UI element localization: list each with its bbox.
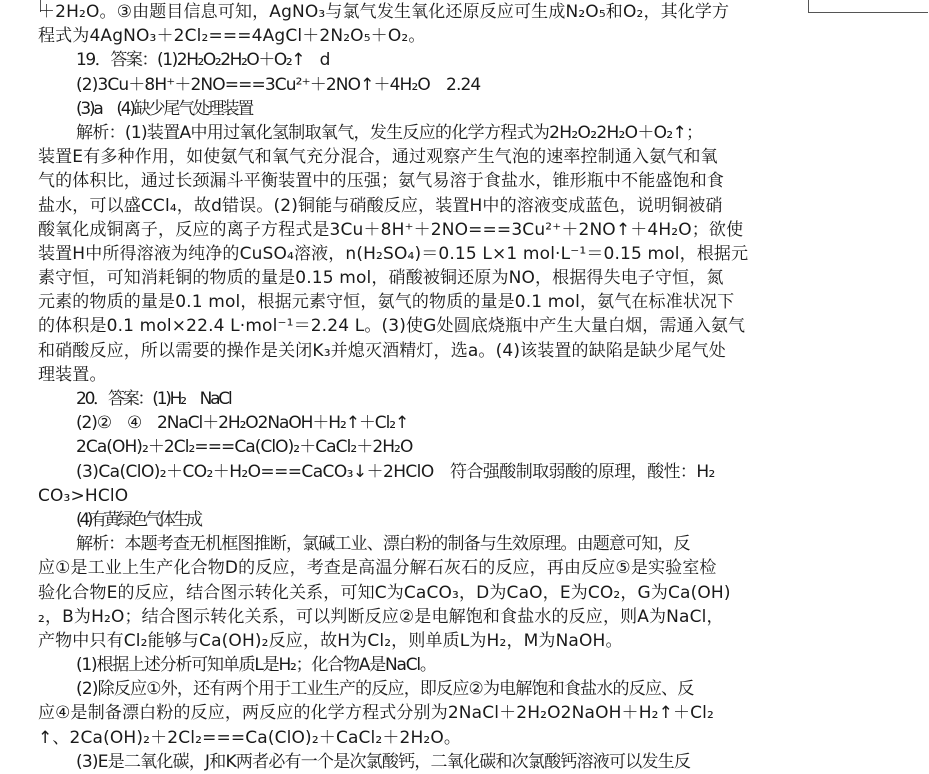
text-line: 程式为4AgNO₃＋2Cl₂===4AgCl＋2N₂O₅＋O₂。 <box>38 26 426 47</box>
text-line: 装置E有多种作用，如使氨气和氧气充分混合，通过观察产生气泡的速率控制通入氨气和氧 <box>38 147 718 168</box>
text-line: 20．答案：(1)H₂ NaCl <box>76 389 231 409</box>
text-line: 应①是工业上生产化合物D的反应，考查是高温分解石灰石的反应，再由反应⑤是实验室检 <box>38 558 717 579</box>
text-line: 2Ca(OH)₂＋2Cl₂===Ca(ClO)₂＋CaCl₂＋2H₂O <box>76 437 413 458</box>
text-line: 19．答案：(1)2H₂O₂2H₂O＋O₂↑ d <box>76 50 329 71</box>
text-line: (3)Ca(ClO)₂＋CO₂＋H₂O===CaCO₃↓＋2HClO 符合强酸制取弱酸的原理，酸性：H₂ <box>76 461 715 482</box>
text-line: 验化合物E的反应，结合图示转化关系，可知C为CaCO₃，D为CaO，E为CO₂，G为Ca(OH) <box>38 582 731 603</box>
text-line: (4)有黄绿色气体生成 <box>76 509 200 530</box>
text-line: (2)3Cu＋8H⁺＋2NO===3Cu²⁺＋2NO↑＋4H₂O 2.24 <box>76 74 481 95</box>
text-line: 装置H中所得溶液为纯净的CuSO₄溶液，n(H₂SO₄)＝0.15 L×1 mol·L⁻¹＝0.15 mol，根据元 <box>38 243 749 264</box>
text-line: ↑、2Ca(OH)₂＋2Cl₂===Ca(ClO)₂＋CaCl₂＋2H₂O。 <box>38 727 462 748</box>
text-line: ₂，B为H₂O；结合图示转化关系，可以判断反应②是电解饱和食盐水的反应，则A为NaCl， <box>38 606 724 627</box>
text-line: 产物中只有Cl₂能够与Ca(OH)₂反应，故H为Cl₂，则单质L为H₂，M为NaOH。 <box>38 630 623 651</box>
text-line: (2)② ④ 2NaCl＋2H₂O2NaOH＋H₂↑＋Cl₂↑ <box>76 413 409 434</box>
crop-mark-right <box>808 0 809 12</box>
text-line: (1)根据上述分析可知单质L是H₂；化合物A是NaCl。 <box>76 655 436 676</box>
text-line: (3)E是二氧化碳，J和K两者必有一个是次氯酸钙，二氧化碳和次氯酸钙溶液可以发生反 <box>76 751 691 772</box>
text-line: 解析：(1)装置A中用过氧化氢制取氧气，发生反应的化学方程式为2H₂O₂2H₂O＋O₂↑； <box>76 122 703 143</box>
answer-text-body <box>38 0 808 774</box>
text-line: 盐水，可以盛CCl₄，故d错误。(2)铜能与硝酸反应，装置H中的溶液变成蓝色，说明铜被硝 <box>38 195 723 216</box>
text-line: 和硝酸反应，所以需要的操作是关闭K₃并熄灭酒精灯，选a。(4)该装置的缺陷是缺少尾气处 <box>38 340 726 361</box>
text-line: 酸氧化成铜离子，反应的离子方程式是3Cu＋8H⁺＋2NO===3Cu²⁺＋2NO↑＋4H₂O；欲使 <box>38 219 744 240</box>
crop-mark-right-horizontal <box>808 12 928 13</box>
text-line: 气的体积比，通过长颈漏斗平衡装置中的压强；氨气易溶于食盐水，锥形瓶中不能盛饱和食 <box>38 171 724 192</box>
text-line: 元素的物质的量是0.1 mol，根据元素守恒，氨气的物质的量是0.1 mol，氨气在标准状况下 <box>38 292 735 313</box>
text-line: 解析：本题考查无机框图推断，氯碱工业、漂白粉的制备与生效原理。由题意可知，反 <box>76 534 690 555</box>
text-line: 素守恒，可知消耗铜的物质的量是0.15 mol，硝酸被铜还原为NO，根据得失电子守恒，氮 <box>38 268 724 289</box>
text-line: 应④是制备漂白粉的反应，两反应的化学方程式分别为2NaCl＋2H₂O2NaOH＋H₂↑＋Cl₂ <box>38 703 714 724</box>
text-line: CO₃>HClO <box>38 485 129 506</box>
text-line: 的体积是0.1 mol×22.4 L·mol⁻¹＝2.24 L。(3)使G处圆底烧瓶中产生大量白烟，需通入氨气 <box>38 316 746 337</box>
text-line: 理装置。 <box>38 364 107 385</box>
text-line: ＋2H₂O。③由题目信息可知，AgNO₃与氯气发生氧化还原反应可生成N₂O₅和O₂，其化学方 <box>38 2 730 22</box>
text-line: (2)除反应①外，还有两个用于工业生产的反应，即反应②为电解饱和食盐水的反应、反 <box>76 679 694 700</box>
text-line: (3)a (4)缺少尾气处理装置 <box>76 98 252 119</box>
